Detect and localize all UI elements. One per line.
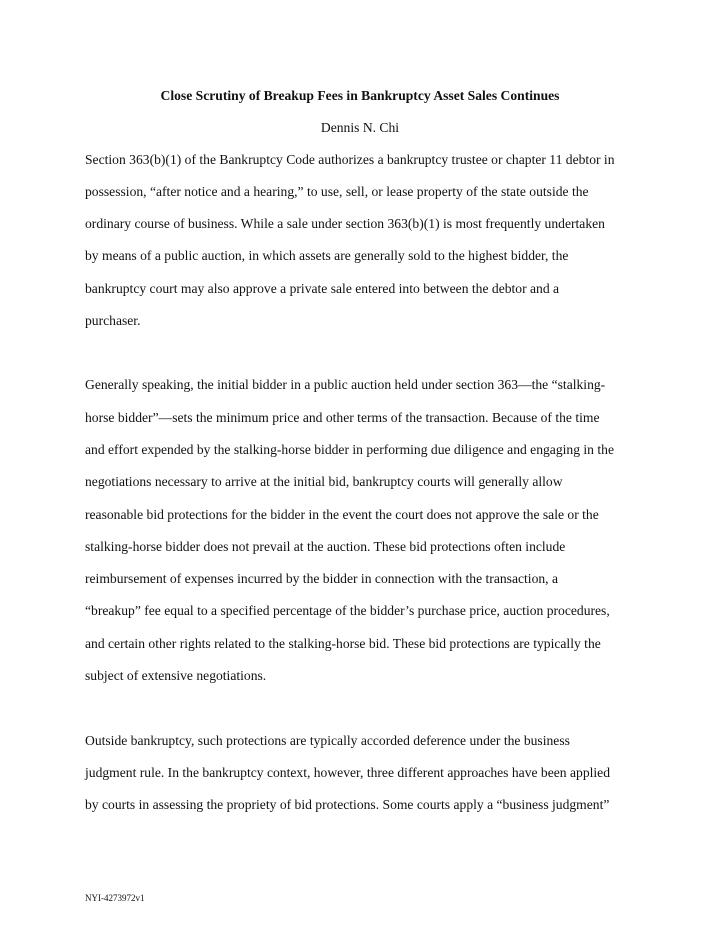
text-line: judgment rule. In the bankruptcy context, however, three different approaches have been applied [85,765,610,780]
text-line: horse bidder”—sets the minimum price and other terms of the transaction. Because of the time [85,410,600,425]
text-line: bankruptcy court may also approve a private sale entered into between the debtor and a [85,281,560,296]
text-line: Section 363(b)(1) of the Bankruptcy Code authorizes a bankruptcy trustee or chapter 11 debtor in [85,152,615,167]
text-line: by means of a public auction, in which assets are generally sold to the highest bidder, the [85,248,569,263]
document-footer-id: NYI-4273972v1 [85,893,145,903]
text-line: by courts in assessing the propriety of bid protections. Some courts apply a “business judgment” [85,797,610,812]
document-title: Close Scrutiny of Breakup Fees in Bankruptcy Asset Sales Continues [160,88,560,103]
text-line: stalking-horse bidder does not prevail at the auction. These bid protections often include [85,539,566,554]
text-line: reimbursement of expenses incurred by the bidder in connection with the transaction, a [85,571,558,586]
text-line: and certain other rights related to the stalking-horse bid. These bid protections are typically the [85,636,601,651]
document-author: Dennis N. Chi [320,120,400,135]
text-line: ordinary course of business. While a sale under section 363(b)(1) is most frequently undertaken [85,216,605,231]
text-line: possession, “after notice and a hearing,” to use, sell, or lease property of the state outside the [85,184,589,199]
text-line: and effort expended by the stalking-horse bidder in performing due diligence and engaging in the [85,442,614,457]
text-line: “breakup” fee equal to a specified percentage of the bidder’s purchase price, auction procedures, [85,603,610,618]
text-line: Generally speaking, the initial bidder in a public auction held under section 363—the “stalking- [85,377,606,392]
text-line: Outside bankruptcy, such protections are typically accorded deference under the business [85,733,570,748]
text-line: reasonable bid protections for the bidder in the event the court does not approve the sale or the [85,507,599,522]
text-line: purchaser. [85,313,141,328]
text-line: negotiations necessary to arrive at the initial bid, bankruptcy courts will generally allow [85,474,563,489]
text-line: subject of extensive negotiations. [85,668,267,683]
